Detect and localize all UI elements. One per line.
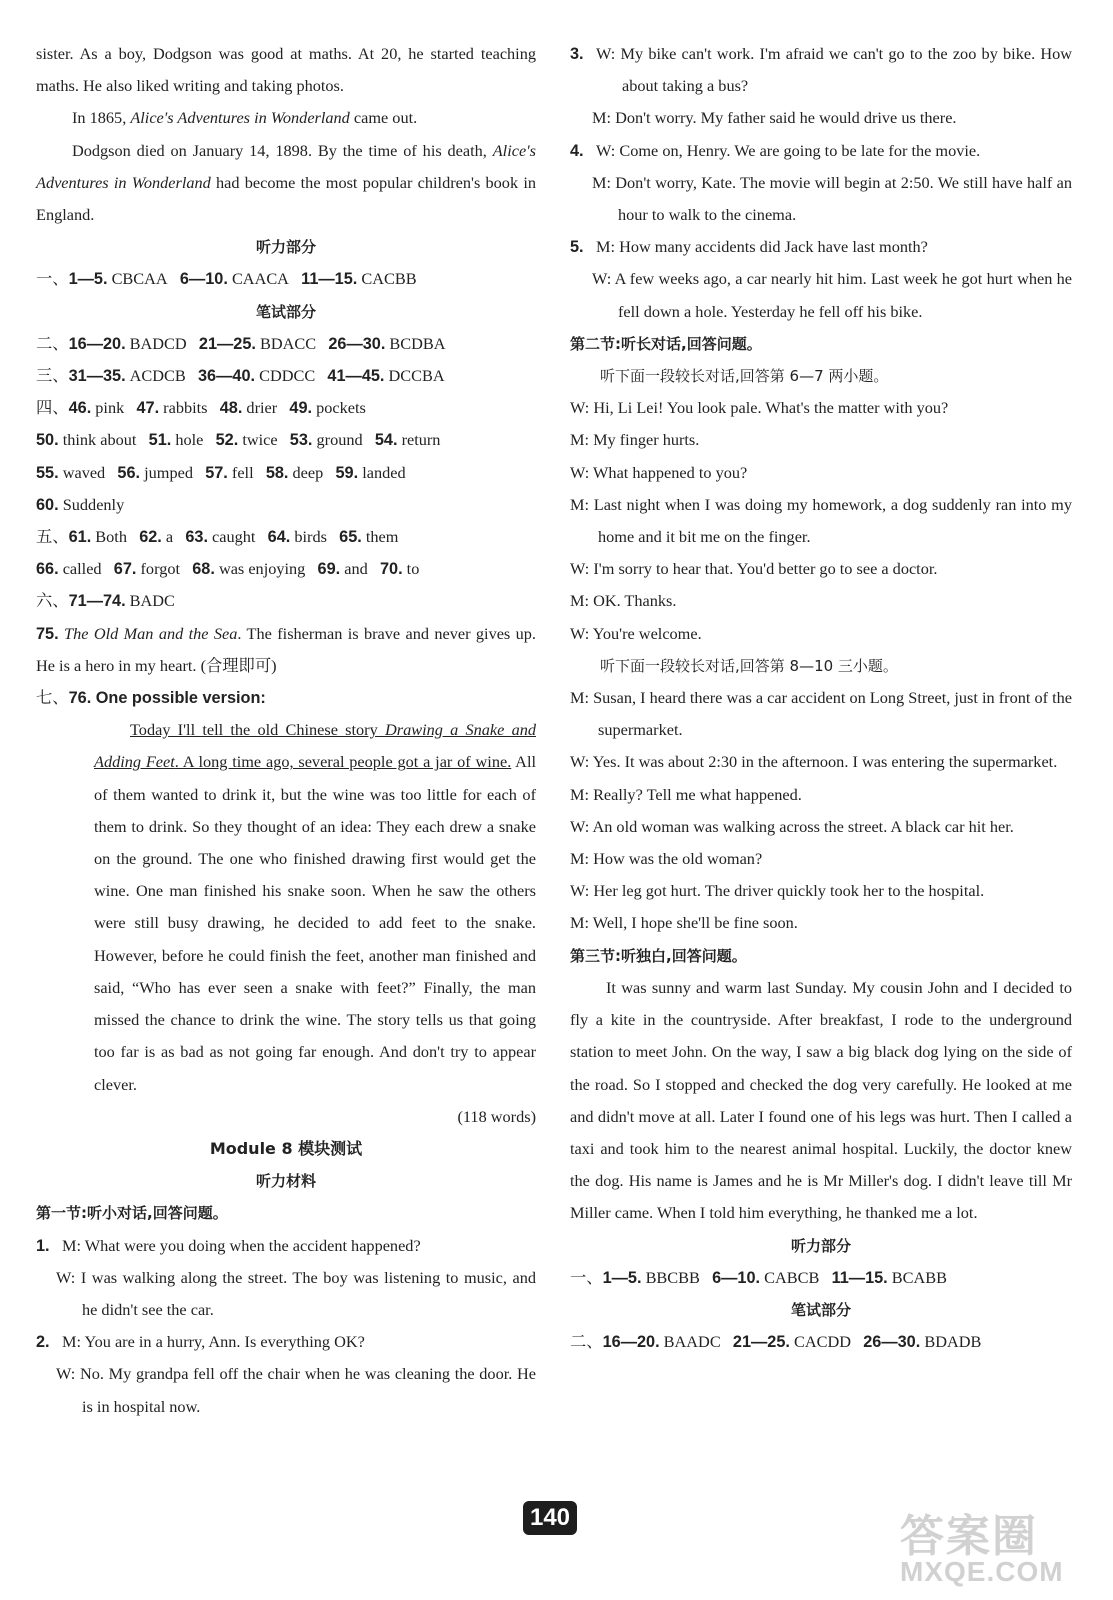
long-dialogue-1-line-6: M: OK. Thanks. (570, 591, 677, 611)
dialogue-3-line-1: 3. W: My bike can't work. I'm afraid we can't go to the zoo by bike. How about taking a bus? (570, 44, 1072, 96)
dialogue-5-line-2: W: A few weeks ago, a car nearly hit him. Last week he got hurt when he fell down a hole. Yesterday he fell off his bike. (592, 269, 1072, 321)
watermark-url: MXQE.COM (900, 1556, 1064, 1587)
answer-row-7: 60. Suddenly (36, 494, 125, 514)
long-dialogue-2-line-1: M: Susan, I heard there was a car accident on Long Street, just in front of the supermarket. (570, 688, 1072, 740)
long-dialogue-2-intro: 听下面一段较长对话,回答第 8—10 三小题。 (600, 656, 898, 675)
answer-row-5: 50. think about 51. hole 52. twice 53. ground 54. return (36, 430, 441, 450)
written-heading: 笔试部分 (255, 302, 316, 321)
story-paragraph-1: sister. As a boy, Dodgson was good at maths. At 20, he started teaching maths. He also liked writing and taking photos. (36, 44, 536, 96)
answer-row-1: 一、1—5. CBCAA 6—10. CAACA 11—15. CACBB (36, 269, 417, 289)
long-dialogue-2-line-5: M: How was the old woman? (570, 849, 763, 869)
dialogue-2-line-1: 2. M: You are in a hurry, Ann. Is everything OK? (36, 1332, 365, 1352)
long-dialogue-1-line-4: M: Last night when I was doing my homework, a dog suddenly ran into my home and it bit me on the finger. (570, 494, 1072, 547)
dialogue-5-line-1: 5. M: How many accidents did Jack have last month? (570, 237, 928, 257)
long-dialogue-1-line-5: W: I'm sorry to hear that. You'd better go to see a doctor. (570, 559, 938, 579)
watermark-logo (900, 1500, 1100, 1590)
answer-row-r2: 二、16—20. BAADC 21—25. CACDD 26—30. BDADB (570, 1332, 982, 1352)
long-dialogue-2-line-2: W: Yes. It was about 2:30 in the afternoon. I was entering the supermarket. (570, 752, 1058, 772)
dialogue-1-line-2: W: I was walking along the street. The boy was listening to music, and he didn't see the car. (56, 1267, 536, 1319)
answer-row-2: 二、16—20. BADCD 21—25. BDACC 26—30. BCDBA (36, 333, 446, 353)
long-dialogue-1-intro: 听下面一段较长对话,回答第 6—7 两小题。 (600, 367, 889, 386)
long-dialogue-1-line-2: M: My finger hurts. (570, 430, 700, 450)
story-paragraph-3: Dodgson died on January 14, 1898. By the time of his death, Alice's Adventures in Wonderland had become the most popular children's book in England. (36, 140, 536, 225)
section-2-heading: 第二节:听长对话,回答问题。 (570, 334, 762, 353)
dialogue-4-line-2: M: Don't worry, Kate. The movie will begin at 2:50. We still have half an hour to walk to the cinema. (592, 172, 1072, 225)
module-title: Module 8 模块测试 (209, 1138, 363, 1158)
long-dialogue-2-line-3: M: Really? Tell me what happened. (570, 784, 802, 804)
dialogue-1-line-1: 1. M: What were you doing when the accident happened? (36, 1235, 421, 1255)
dialogue-4-line-1: 4. W: Come on, Henry. We are going to be late for the movie. (570, 140, 981, 160)
answer-row-6: 55. waved 56. jumped 57. fell 58. deep 59. landed (36, 462, 406, 482)
watermark-text: 答案圈 (900, 1512, 1038, 1561)
listening-heading-2: 听力部分 (790, 1236, 851, 1255)
long-dialogue-2-line-4: W: An old woman was walking across the street. A black car hit her. (570, 816, 1014, 836)
long-dialogue-1-line-1: W: Hi, Li Lei! You look pale. What's the matter with you? (570, 398, 949, 418)
word-count: (118 words) (457, 1106, 536, 1126)
essay-paragraph: Today I'll tell the old Chinese story Drawing a Snake and Adding Feet. A long time ago, several people got a jar of wine. All of them wanted to drink it, but the wine was too little for each of them to drink. So they thought of an idea: They each drew a snake on the ground. The one who finished drawing first would get the wine. One man finished his snake soon. When he saw the others were still busy drawing, he decided to add feet to the snake. However, before he could finish the feet, another man finished and said, “Who has ever seen a snake with feet?” Finally, the man missed the chance to drink the wine. The story tells us that going too far is as bad as not going far enough. And don't try to appear clever. (94, 720, 537, 1094)
long-dialogue-2-line-7: M: Well, I hope she'll be fine soon. (570, 913, 798, 933)
monologue-paragraph: It was sunny and warm last Sunday. My cousin John and I decided to fly a kite in the countryside. After breakfast, I rode to the underground station to meet John. On the way, I saw a big black dog lying on the side of the road. So I stopped and checked the dog very carefully. He looked at me and didn't move at all. Later I found one of his legs was hurt. Then I called a taxi and took him to the nearest animal hospital. Luckily, the doctor knew the dog. His name is James and he is Mr Miller's dog. I didn't leave till Mr Miller came. When I told him everything, he thanked me a lot. (570, 977, 1072, 1223)
answer-row-11: 75. The Old Man and the Sea. The fisherman is brave and never gives up. He is a hero in my heart. (合理即可) (36, 623, 536, 675)
listening-material-heading: 听力材料 (255, 1172, 316, 1191)
long-dialogue-1-line-3: W: What happened to you? (570, 462, 748, 482)
answer-row-9: 66. called 67. forgot 68. was enjoying 69. and 70. to (36, 559, 420, 579)
answer-row-r1: 一、1—5. BBCBB 6—10. CABCB 11—15. BCABB (570, 1267, 947, 1287)
listening-heading: 听力部分 (255, 238, 316, 257)
section-1-heading: 第一节:听小对话,回答问题。 (36, 1204, 228, 1223)
story-paragraph-2: In 1865, Alice's Adventures in Wonderland came out. (72, 108, 418, 128)
answer-row-8: 五、61. Both 62. a 63. caught 64. birds 65. them (36, 527, 399, 547)
left-column (36, 38, 536, 1423)
answer-row-3: 三、31—35. ACDCB 36—40. CDDCC 41—45. DCCBA (36, 366, 445, 386)
dialogue-3-line-2: M: Don't worry. My father said he would drive us there. (592, 108, 957, 128)
answer-row-12: 七、76. One possible version: (36, 688, 266, 708)
written-heading-2: 笔试部分 (790, 1300, 851, 1319)
answer-row-4: 四、46. pink 47. rabbits 48. drier 49. pockets (36, 398, 366, 418)
page-number: 140 (523, 1501, 577, 1535)
right-column (570, 38, 1072, 1358)
dialogue-2-line-2: W: No. My grandpa fell off the chair when he was cleaning the door. He is in hospital now. (56, 1364, 536, 1416)
answer-row-10: 六、71—74. BADC (36, 591, 175, 611)
long-dialogue-1-line-7: W: You're welcome. (570, 623, 702, 643)
long-dialogue-2-line-6: W: Her leg got hurt. The driver quickly took her to the hospital. (570, 881, 985, 901)
section-3-heading: 第三节:听独白,回答问题。 (570, 946, 747, 965)
